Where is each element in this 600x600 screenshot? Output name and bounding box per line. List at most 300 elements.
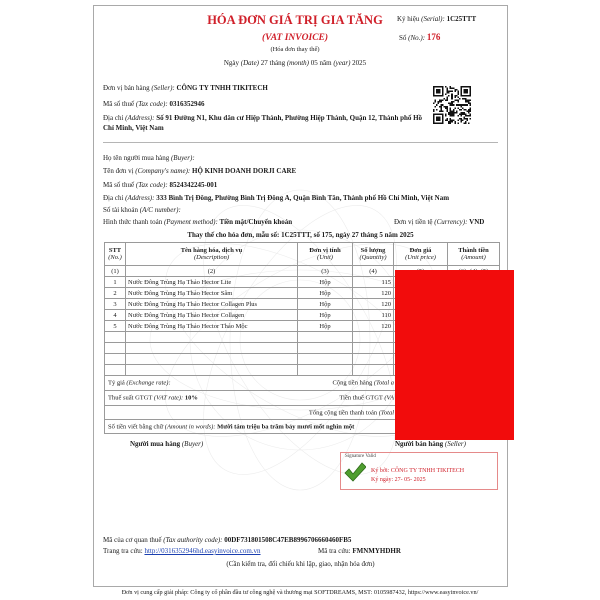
qr-module <box>444 98 446 100</box>
col-header-unit-price-en: (Unit price) <box>405 254 436 261</box>
buyer-company-label: Tên đơn vị <box>103 167 134 175</box>
number-label-en: (No.): <box>408 34 426 42</box>
qr-module <box>436 119 438 121</box>
qr-module <box>445 119 447 121</box>
qr-module <box>442 110 444 112</box>
qr-module <box>442 86 444 88</box>
qr-module <box>469 115 471 117</box>
qr-module <box>447 97 449 99</box>
qr-module <box>436 92 438 94</box>
qr-module <box>457 100 459 102</box>
qr-module <box>462 95 464 97</box>
qr-module <box>457 91 459 93</box>
qr-module <box>465 101 467 103</box>
qr-module <box>465 122 467 124</box>
qr-module <box>441 109 443 111</box>
qr-module <box>460 88 462 90</box>
qr-module <box>469 92 471 94</box>
date-month: 05 <box>310 59 318 67</box>
invoice-number <box>399 32 440 44</box>
qr-module <box>448 95 450 97</box>
qr-module <box>435 106 437 108</box>
qr-module <box>450 88 452 90</box>
qr-module <box>460 91 462 93</box>
qr-module <box>453 110 455 112</box>
date-day-label-en: (Date) <box>240 59 260 67</box>
qr-module <box>451 97 453 99</box>
col-header-unit-en: (Unit) <box>317 254 333 261</box>
qr-module <box>433 109 435 111</box>
qr-module <box>442 88 444 90</box>
qr-module <box>457 115 459 117</box>
qr-module <box>469 109 471 111</box>
qr-module <box>463 113 465 115</box>
row-quantity: 115 <box>353 277 394 288</box>
qr-module <box>465 109 467 111</box>
row-description: Nước Đông Trùng Hạ Thảo Hector Lite <box>126 277 298 288</box>
date-month-label: tháng <box>269 59 286 67</box>
qr-module <box>454 95 456 97</box>
qr-module <box>454 107 456 109</box>
qr-module <box>469 89 471 91</box>
qr-module <box>433 118 435 120</box>
qr-module <box>441 86 443 88</box>
qr-module <box>436 91 438 93</box>
qr-module <box>463 109 465 111</box>
qr-module <box>438 122 440 124</box>
col-header-unit-price <box>394 243 448 266</box>
qr-module <box>463 98 465 100</box>
row-description: Nước Đông Trùng Hạ Thảo Hector Collagen Plus <box>126 299 298 310</box>
qr-module <box>439 106 441 108</box>
qr-module <box>454 121 456 123</box>
qr-module <box>459 109 461 111</box>
qr-module <box>450 91 452 93</box>
signature-signed-date: Ký ngày: 27- 05- 2025 <box>371 477 426 483</box>
seller-name-value: CÔNG TY TNHH TIKITECH <box>176 84 268 92</box>
qr-module <box>450 113 452 115</box>
qr-module <box>445 94 447 96</box>
row-unit: Hộp <box>298 288 353 299</box>
col-header-quantity-en: (Quantity) <box>359 254 387 261</box>
qr-module <box>433 115 435 117</box>
qr-module <box>460 106 462 108</box>
qr-module <box>463 89 465 91</box>
row-no: 5 <box>105 321 126 332</box>
table-header-row <box>105 243 500 266</box>
qr-module <box>453 109 455 111</box>
seller-tax-value: 0316352946 <box>169 100 205 108</box>
seller-signature-label <box>395 440 466 449</box>
grand-total-label: Tổng cộng tiền thanh toán <box>308 409 378 416</box>
qr-module <box>447 88 449 90</box>
qr-module <box>436 109 438 111</box>
section-divider <box>103 142 498 143</box>
col-header-no-en: (No.) <box>108 254 122 261</box>
col-header-quantity-vi: Số lượng <box>360 247 386 254</box>
qr-module <box>465 89 467 91</box>
qr-module <box>462 113 464 115</box>
qr-module <box>460 113 462 115</box>
qr-module <box>451 104 453 106</box>
qr-module <box>450 110 452 112</box>
row-description: Nước Đông Trùng Hạ Thảo Hector Sâm <box>126 288 298 299</box>
qr-module <box>439 100 441 102</box>
qr-module <box>456 89 458 91</box>
col-header-description <box>126 243 298 266</box>
qr-module <box>451 101 453 103</box>
qr-module <box>459 113 461 115</box>
number-label: Số <box>399 34 407 42</box>
qr-module <box>439 89 441 91</box>
amount-in-words-label-en: (Amount in words): <box>164 423 216 430</box>
qr-module <box>469 110 471 112</box>
qr-module <box>457 97 459 99</box>
qr-module <box>453 119 455 121</box>
qr-module <box>448 121 450 123</box>
qr-module <box>460 92 462 94</box>
subtotal-label-en: (Total a <box>373 379 394 387</box>
check-note: (Cần kiểm tra, đối chiếu khi lập, giao, nhận hóa đơn) <box>226 560 375 568</box>
qr-module <box>454 97 456 99</box>
qr-module <box>457 122 459 124</box>
qr-module <box>468 110 470 112</box>
seller-address-label-en: (Address): <box>125 114 155 122</box>
qr-module <box>466 104 468 106</box>
qr-module <box>450 86 452 88</box>
qr-module <box>469 91 471 93</box>
qr-module <box>438 101 440 103</box>
qr-module <box>448 113 450 115</box>
qr-module <box>453 104 455 106</box>
lookup-code-label: Mã tra cứu: <box>318 547 351 555</box>
payment-method-value: Tiền mặt/Chuyển khoản <box>219 218 293 226</box>
buyer-company-label-en: (Company's name): <box>135 167 191 175</box>
qr-module <box>454 89 456 91</box>
qr-code <box>433 86 471 124</box>
qr-module <box>450 109 452 111</box>
qr-module <box>442 89 444 91</box>
row-unit: Hộp <box>298 299 353 310</box>
tax-authority-value: 00DF731801508C47EB8996706660460FB5 <box>224 536 352 544</box>
qr-module <box>454 100 456 102</box>
qr-module <box>460 94 462 96</box>
qr-module <box>465 95 467 97</box>
qr-module <box>433 95 435 97</box>
qr-module <box>453 112 455 114</box>
seller-address-value: Số 91 Đường N1, Khu dân cư Hiệp Thành, Phường Hiệp Thành, Quận 12, Thành phố Hồ Chí Minh, Việt Nam <box>103 114 423 132</box>
qr-module <box>448 92 450 94</box>
row-quantity: 120 <box>353 299 394 310</box>
col-header-unit-price-vi: Đơn giá <box>409 247 432 254</box>
qr-module <box>442 95 444 97</box>
qr-module <box>451 119 453 121</box>
qr-module <box>466 119 468 121</box>
qr-module <box>450 119 452 121</box>
qr-module <box>445 115 447 117</box>
qr-module <box>441 106 443 108</box>
qr-module <box>438 92 440 94</box>
qr-module <box>433 103 435 105</box>
seller-name-label: Đơn vị bán hàng <box>103 84 150 92</box>
qr-module <box>447 89 449 91</box>
qr-module <box>469 86 471 88</box>
qr-module <box>460 104 462 106</box>
qr-module <box>450 115 452 117</box>
qr-module <box>447 92 449 94</box>
buyer-signature-label-vi: Người mua hàng <box>130 440 181 448</box>
qr-module <box>451 110 453 112</box>
qr-module <box>463 86 465 88</box>
qr-module <box>442 94 444 96</box>
date-day-label: Ngày <box>223 59 239 67</box>
digital-signature-box[interactable] <box>340 452 498 490</box>
qr-module <box>442 104 444 106</box>
qr-module <box>466 115 468 117</box>
qr-module <box>463 91 465 93</box>
qr-module <box>436 122 438 124</box>
col-header-quantity <box>353 243 394 266</box>
date-year-label-en: (year) <box>333 59 351 67</box>
buyer-account-line <box>103 206 181 215</box>
qr-module <box>465 86 467 88</box>
qr-module <box>445 100 447 102</box>
date-month-label-en: (month) <box>286 59 309 67</box>
qr-module <box>433 122 435 124</box>
qr-module <box>462 112 464 114</box>
vat-rate <box>108 395 198 402</box>
qr-module <box>442 116 444 118</box>
invoice-title: HÓA ĐƠN GIÁ TRỊ GIA TĂNG <box>207 13 383 27</box>
signature-status: Signature Valid <box>345 454 376 459</box>
qr-module <box>469 100 471 102</box>
qr-module <box>433 86 435 88</box>
qr-module <box>463 92 465 94</box>
qr-module <box>465 113 467 115</box>
qr-module <box>465 92 467 94</box>
qr-module <box>451 115 453 117</box>
qr-module <box>441 122 443 124</box>
qr-module <box>462 98 464 100</box>
qr-module <box>451 103 453 105</box>
lookup-code-value: FMNMYHDHR <box>352 547 401 555</box>
qr-module <box>445 106 447 108</box>
grand-total <box>309 409 394 416</box>
qr-module <box>450 121 452 123</box>
qr-module <box>447 91 449 93</box>
qr-module <box>460 89 462 91</box>
qr-module <box>466 100 468 102</box>
buyer-address-label: Địa chỉ <box>103 194 124 202</box>
qr-module <box>433 119 435 121</box>
qr-module <box>454 112 456 114</box>
qr-module <box>466 91 468 93</box>
qr-module <box>460 119 462 121</box>
qr-module <box>442 115 444 117</box>
qr-module <box>435 95 437 97</box>
qr-module <box>438 103 440 105</box>
qr-module <box>469 94 471 96</box>
qr-module <box>465 104 467 106</box>
qr-module <box>436 104 438 106</box>
buyer-tax-value: 8524342245-001 <box>169 181 218 189</box>
qr-module <box>439 110 441 112</box>
qr-module <box>456 104 458 106</box>
qr-module <box>460 95 462 97</box>
qr-module <box>459 118 461 120</box>
qr-module <box>469 113 471 115</box>
qr-module <box>451 121 453 123</box>
qr-module <box>460 118 462 120</box>
qr-module <box>451 91 453 93</box>
col-header-description-en: (Description) <box>193 254 230 261</box>
row-unit: Hộp <box>298 310 353 321</box>
date-year-label: năm <box>319 59 332 67</box>
seller-address-label: Địa chỉ <box>103 114 124 122</box>
qr-module <box>436 113 438 115</box>
qr-module <box>447 109 449 111</box>
qr-module <box>439 119 441 121</box>
qr-module <box>466 110 468 112</box>
qr-module <box>435 101 437 103</box>
qr-module <box>439 92 441 94</box>
vat-amount <box>339 395 394 402</box>
signature-signed-by: Ký bởi: CÔNG TY TNHH TIKITECH <box>371 468 465 474</box>
buyer-address-line <box>103 194 449 203</box>
qr-module <box>463 122 465 124</box>
col-header-description-vi: Tên hàng hóa, dịch vụ <box>180 247 243 254</box>
qr-module <box>469 103 471 105</box>
qr-module <box>469 95 471 97</box>
vat-amount-label-en: (VA <box>384 394 394 402</box>
qr-module <box>465 118 467 120</box>
qr-module <box>447 119 449 121</box>
qr-module <box>438 116 440 118</box>
seller-tax-label: Mã số thuế <box>103 100 135 108</box>
lookup-page-link[interactable]: http://0316352946hd.easyinvoice.com.vn <box>144 547 261 555</box>
qr-module <box>466 118 468 120</box>
qr-module <box>438 86 440 88</box>
col-index-3: (3) <box>298 266 353 277</box>
qr-module <box>447 98 449 100</box>
qr-module <box>456 95 458 97</box>
grand-total-label-en: (Total <box>378 409 394 416</box>
qr-module <box>439 122 441 124</box>
qr-module <box>442 91 444 93</box>
buyer-address-label-en: (Address): <box>125 194 155 202</box>
qr-module <box>466 89 468 91</box>
currency-label-en: (Currency): <box>434 218 468 226</box>
qr-module <box>468 109 470 111</box>
qr-module <box>468 122 470 124</box>
qr-module <box>448 122 450 124</box>
amount-in-words-value: Mười tám triệu ba trăm bảy mươi mốt nghìn một <box>217 423 355 430</box>
serial-label: Ký hiệu <box>397 15 420 23</box>
qr-module <box>433 89 435 91</box>
qr-module <box>451 113 453 115</box>
qr-module <box>468 95 470 97</box>
qr-module <box>450 103 452 105</box>
qr-module <box>444 106 446 108</box>
lookup-code-line <box>318 547 401 556</box>
qr-module <box>433 88 435 90</box>
qr-module <box>459 98 461 100</box>
qr-module <box>442 113 444 115</box>
row-quantity: 120 <box>353 288 394 299</box>
qr-module <box>436 116 438 118</box>
qr-module <box>433 121 435 123</box>
qr-module <box>438 91 440 93</box>
buyer-name-label-en: (Buyer): <box>170 154 195 162</box>
seller-address-line <box>103 113 431 133</box>
qr-module <box>441 100 443 102</box>
buyer-address-value: 333 Bình Trị Đông, Phường Bình Trị Đông A, Quận Bình Tân, Thành phố Hồ Chí Minh, Việt Nam <box>156 194 450 202</box>
qr-module <box>453 101 455 103</box>
col-header-unit-vi: Đơn vị tính <box>309 247 341 254</box>
lookup-page-line <box>103 547 261 556</box>
qr-module <box>435 122 437 124</box>
seller-tax-line <box>103 100 204 109</box>
qr-module <box>435 113 437 115</box>
qr-module <box>460 115 462 117</box>
replacement-note: Thay thế cho hóa đơn, mẫu số: 1C25TTT, số 175, ngày 27 tháng 5 năm 2025 <box>187 231 414 239</box>
seller-signature-label-vi: Người bán hàng <box>395 440 444 448</box>
qr-module <box>451 112 453 114</box>
seller-name-label-en: (Seller): <box>151 84 175 92</box>
qr-module <box>457 107 459 109</box>
qr-module <box>460 86 462 88</box>
exchange-rate-label-en: (Exchange rate): <box>126 379 171 387</box>
qr-module <box>466 86 468 88</box>
qr-module <box>436 86 438 88</box>
qr-module <box>448 112 450 114</box>
qr-module <box>433 110 435 112</box>
qr-module <box>442 121 444 123</box>
serial-label-en: (Serial): <box>421 15 445 23</box>
col-header-no <box>105 243 126 266</box>
qr-module <box>435 100 437 102</box>
qr-module <box>453 115 455 117</box>
buyer-company-line <box>103 167 296 176</box>
qr-module <box>457 119 459 121</box>
qr-module <box>454 122 456 124</box>
qr-module <box>436 89 438 91</box>
qr-module <box>453 88 455 90</box>
qr-module <box>447 107 449 109</box>
vat-rate-label: Thuế suất GTGT <box>108 394 153 402</box>
qr-module <box>465 91 467 93</box>
qr-module <box>462 86 464 88</box>
row-quantity: 110 <box>353 310 394 321</box>
qr-module <box>436 95 438 97</box>
qr-module <box>469 104 471 106</box>
qr-module <box>439 116 441 118</box>
date-year: 2025 <box>352 59 367 67</box>
tax-authority-label: Mã của cơ quan thuế <box>103 536 162 544</box>
row-description: Nước Đông Trùng Hạ Thảo Hector Thảo Mộc <box>126 321 298 332</box>
invoice-subtitle: (VAT INVOICE) <box>261 33 329 43</box>
qr-module <box>441 107 443 109</box>
qr-module <box>441 104 443 106</box>
col-index-4: (4) <box>353 266 394 277</box>
amount-in-words-label: Số tiền viết bằng chữ <box>108 423 164 430</box>
qr-module <box>451 95 453 97</box>
qr-module <box>451 88 453 90</box>
qr-module <box>451 94 453 96</box>
col-header-no-vi: STT <box>108 247 122 254</box>
payment-method-label-en: (Payment method): <box>163 218 218 226</box>
qr-module <box>441 95 443 97</box>
